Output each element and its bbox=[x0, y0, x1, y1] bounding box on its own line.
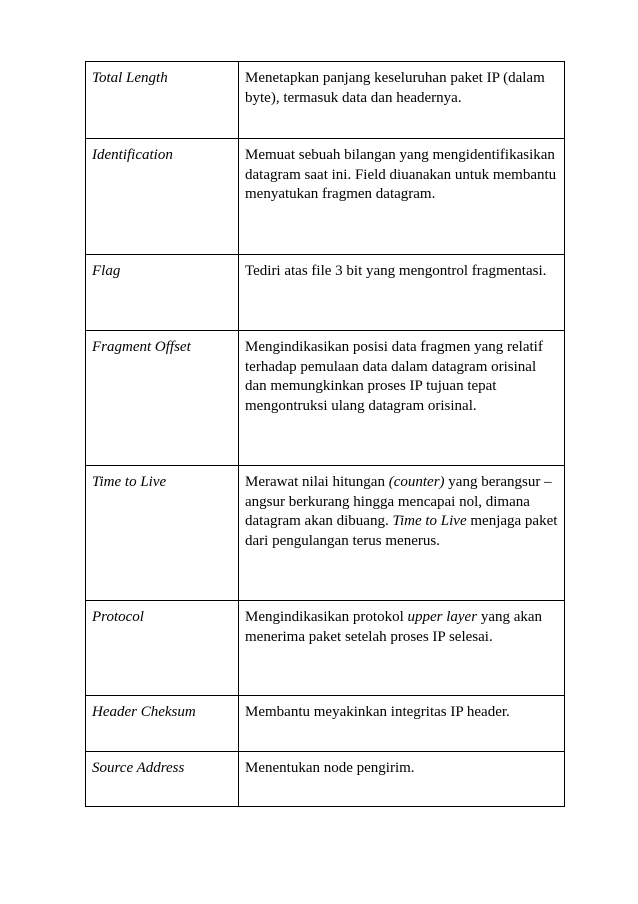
field-name-cell: Fragment Offset bbox=[86, 331, 239, 466]
table-row bbox=[86, 62, 565, 139]
description-text: Mengindikasikan protokol bbox=[245, 609, 408, 625]
description-text: yang akan menerima paket setelah proses IP selesai. bbox=[245, 609, 543, 645]
table-row bbox=[86, 139, 565, 255]
field-name-cell: Flag bbox=[86, 255, 239, 331]
field-description-cell bbox=[239, 601, 565, 696]
field-description-cell: Memuat sebuah bilangan yang mengidentifikasikan datagram saat ini. Field diuanakan untuk membantu menyatukan fragmen datagram. bbox=[239, 139, 565, 255]
field-description-cell: Tediri atas file 3 bit yang mengontrol fragmentasi. bbox=[239, 255, 565, 331]
table-row bbox=[86, 255, 565, 331]
field-description-cell: Menetapkan panjang keseluruhan paket IP (dalam byte), termasuk data dan headernya. bbox=[239, 62, 565, 139]
description-text: Merawat nilai hitungan bbox=[245, 474, 389, 490]
table-row bbox=[86, 752, 565, 807]
table-row bbox=[86, 466, 565, 601]
field-name-cell: Time to Live bbox=[86, 466, 239, 601]
field-name-cell: Protocol bbox=[86, 601, 239, 696]
ip-header-fields-table bbox=[85, 61, 565, 807]
field-description-cell: Membantu meyakinkan integritas IP header. bbox=[239, 696, 565, 752]
table-row bbox=[86, 601, 565, 696]
description-italic-text: Time to Live bbox=[392, 513, 467, 529]
table-row bbox=[86, 331, 565, 466]
description-text: yang berangsur – angsur berkurang hingga mencapai nol, dimana datagram akan dibuang. bbox=[245, 474, 552, 529]
field-name-cell: Header Cheksum bbox=[86, 696, 239, 752]
field-name-cell: Identification bbox=[86, 139, 239, 255]
field-description-cell: Mengindikasikan posisi data fragmen yang relatif terhadap pemulaan data dalam datagram orisinal dan memungkinkan proses IP tujuan tepat mengontruksi ulang datagram orisinal. bbox=[239, 331, 565, 466]
description-text: menjaga paket dari pengulangan terus menerus. bbox=[245, 513, 558, 549]
description-italic-text: (counter) bbox=[388, 474, 445, 490]
field-name-cell: Total Length bbox=[86, 62, 239, 139]
field-description-cell: Menentukan node pengirim. bbox=[239, 752, 565, 807]
field-description-cell bbox=[239, 466, 565, 601]
table-row bbox=[86, 696, 565, 752]
description-italic-text: upper layer bbox=[407, 609, 478, 625]
field-name-cell: Source Address bbox=[86, 752, 239, 807]
